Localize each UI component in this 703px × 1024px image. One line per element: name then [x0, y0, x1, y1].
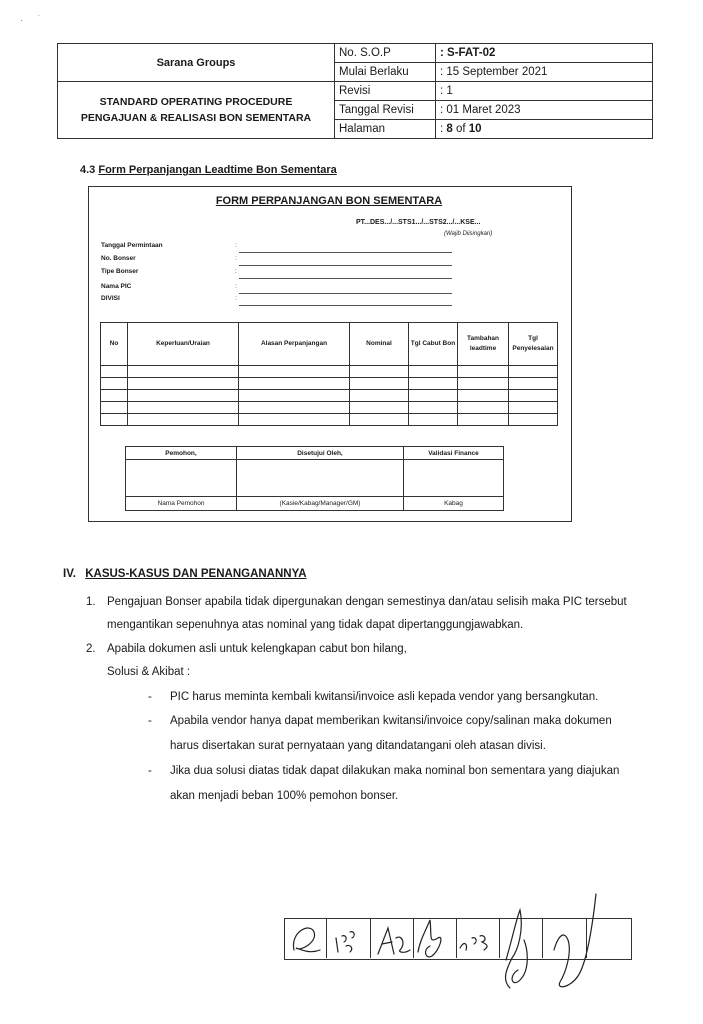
company-name: Sarana Groups: [58, 44, 335, 82]
field-label-bonser-number: No. Bonser: [101, 255, 136, 262]
list-item-number: 1.: [86, 596, 96, 608]
approval-name-approver: (Kasie/Kabag/Manager/GM): [237, 497, 404, 511]
form-title: FORM PERPANJANGAN BON SEMENTARA: [215, 195, 443, 207]
effective-date-label: Mulai Berlaku: [335, 63, 436, 82]
revision-label: Revisi: [335, 82, 436, 101]
column-header: Tambahan leadtime: [458, 323, 509, 366]
section-number: 4.3: [80, 164, 96, 176]
sop-header-table: [57, 43, 653, 139]
field-colon: :: [235, 268, 237, 275]
list-item-line: Apabila dokumen asli untuk kelengkapan cabut bon hilang,: [107, 643, 407, 655]
approval-name-applicant: Nama Pemohon: [126, 497, 237, 511]
revision-value: : 1: [436, 82, 653, 101]
items-table: [100, 322, 558, 426]
signature-space: [404, 460, 504, 497]
column-header: Keperluan/Uraian: [128, 323, 239, 366]
bullet-dash: -: [148, 691, 152, 703]
list-item-line: Pengajuan Bonser apabila tidak dipergunakan dengan semestinya dan/atau selisih maka PIC tersebut: [107, 596, 627, 608]
field-line: [239, 265, 452, 266]
page-label: Halaman: [335, 120, 436, 139]
field-line: [239, 305, 452, 306]
bullet-dash: -: [148, 765, 152, 777]
field-label-division: DIVISI: [101, 295, 120, 302]
scan-speck: ˙: [38, 14, 41, 23]
section-title: KASUS-KASUS DAN PENANGANANNYA: [85, 568, 307, 580]
bullet-dash: -: [148, 715, 152, 727]
date-mark-2: [460, 936, 487, 950]
field-label-request-date: Tanggal Permintaan: [101, 242, 163, 249]
approval-header-approved-by: Disetujui Oleh,: [237, 447, 404, 460]
bullet-line: Jika dua solusi diatas tidak dapat dilakukan maka nominal bon sementara yang diajukan: [170, 765, 620, 777]
date-mark-1: [336, 932, 354, 952]
column-header: Alasan Perpanjangan: [239, 323, 350, 366]
initial-mark-5: [554, 894, 596, 987]
field-label-pic-name: Nama PIC: [101, 283, 132, 290]
bullet-line: PIC harus meminta kembali kwitansi/invoice asli kepada vendor yang bersangkutan.: [170, 691, 599, 703]
document-title-line1: STANDARD OPERATING PROCEDURE: [99, 96, 293, 108]
page-total: 10: [468, 123, 482, 135]
scan-speck: ·: [20, 16, 23, 25]
table-row: [101, 414, 558, 426]
sop-number-label: No. S.O.P: [335, 44, 436, 63]
approval-header-applicant: Pemohon,: [126, 447, 237, 460]
approval-table: [125, 446, 504, 511]
form-code: PT...DES.../...STS1.../...STS2.../...KSE...: [356, 219, 481, 226]
document-title: [58, 82, 335, 139]
list-item-line: mengantikan sepenuhnya atas nominal yang tidak dapat dipertanggungjawabkan.: [107, 619, 524, 631]
initial-mark-4: [506, 910, 528, 988]
section-number: IV.: [63, 568, 77, 580]
section-iv-heading: [63, 568, 307, 580]
bullet-line: akan menjadi beban 100% pemohon bonser.: [170, 790, 399, 802]
list-item-line: Solusi & Akibat :: [107, 666, 191, 678]
sop-number-value: : S-FAT-02: [436, 44, 653, 63]
table-row: [101, 390, 558, 402]
column-header: Tgl Cabut Bon: [409, 323, 458, 366]
signature-space: [126, 460, 237, 497]
list-item-number: 2.: [86, 643, 96, 655]
bullet-line: Apabila vendor hanya dapat memberikan kwitansi/invoice copy/salinan maka dokumen: [170, 715, 612, 727]
bullet-line: harus disertakan surat pernyataan yang ditandatangani oleh atasan divisi.: [170, 740, 546, 752]
field-colon: :: [235, 295, 237, 302]
signature-space: [237, 460, 404, 497]
column-header: Tgl Penyelesaian: [509, 323, 558, 366]
field-label-bonser-type: Tipe Bonser: [101, 268, 139, 275]
field-line: [239, 278, 452, 279]
approval-name-finance: Kabag: [404, 497, 504, 511]
column-header: Nominal: [350, 323, 409, 366]
page-of: of: [452, 123, 469, 135]
items-table-header-row: [101, 323, 558, 366]
revision-date-value: : 01 Maret 2023: [436, 101, 653, 120]
page-prefix: :: [440, 123, 447, 135]
form-code-note: (Wajib Diisingkari): [444, 231, 493, 237]
revision-date-label: Tanggal Revisi: [335, 101, 436, 120]
field-colon: :: [235, 242, 237, 249]
handwritten-initials: [280, 880, 620, 1010]
initial-mark-2: [378, 928, 410, 954]
section-title: Form Perpanjangan Leadtime Bon Sementara: [98, 164, 337, 176]
field-colon: :: [235, 255, 237, 262]
field-line: [239, 293, 452, 294]
initial-mark-1: [293, 928, 320, 952]
field-colon: :: [235, 283, 237, 290]
effective-date-value: : 15 September 2021: [436, 63, 653, 82]
field-line: [239, 252, 452, 253]
document-title-line2: PENGAJUAN & REALISASI BON SEMENTARA: [80, 112, 312, 124]
approval-header-finance: Validasi Finance: [404, 447, 504, 460]
table-row: [101, 402, 558, 414]
page-current: 8: [446, 123, 453, 135]
column-header: No: [101, 323, 128, 366]
table-row: [101, 366, 558, 378]
table-row: [101, 378, 558, 390]
section-4-3-heading: [80, 164, 337, 176]
initial-mark-3: [418, 920, 441, 957]
page-value: [436, 120, 653, 139]
